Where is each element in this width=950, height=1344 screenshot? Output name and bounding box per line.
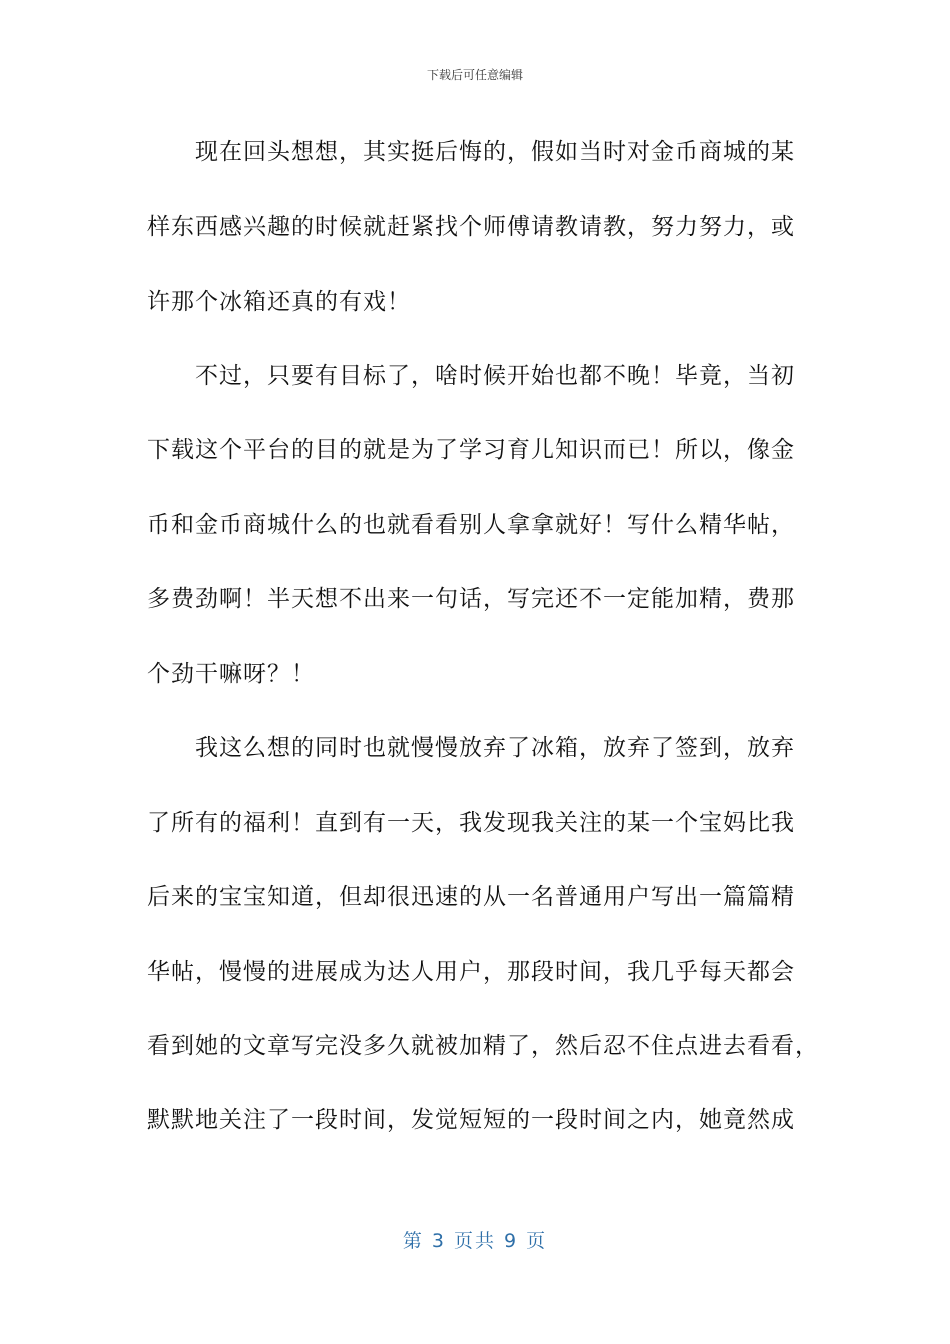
body-line: 默默地关注了一段时间，发觉短短的一段时间之内，她竟然成 xyxy=(147,1107,795,1133)
body-line: 不过，只要有目标了，啥时候开始也都不晚！毕竟，当初 xyxy=(147,363,795,389)
body-line: 样东西感兴趣的时候就赶紧找个师傅请教请教，努力努力，或 xyxy=(147,214,795,240)
body-line: 许那个冰箱还真的有戏！ xyxy=(147,289,411,315)
body-line: 币和金币商城什么的也就看看别人拿拿就好！写什么精华帖， xyxy=(147,512,795,538)
body-line: 了所有的福利！直到有一天，我发现我关注的某一个宝妈比我 xyxy=(147,810,795,836)
body-line: 后来的宝宝知道，但却很迅速的从一名普通用户写出一篇篇精 xyxy=(147,884,795,910)
body-line: 个劲干嘛呀？！ xyxy=(147,661,315,687)
body-line: 华帖，慢慢的进展成为达人用户，那段时间，我几乎每天都会 xyxy=(147,959,795,985)
page-header: 下载后可任意编辑 xyxy=(426,68,523,82)
body-line: 下载这个平台的目的就是为了学习育儿知识而已！所以，像金 xyxy=(147,437,795,463)
body-line: 多费劲啊！半天想不出来一句话，写完还不一定能加精，费那 xyxy=(147,586,795,612)
body-line: 现在回头想想，其实挺后悔的，假如当时对金币商城的某 xyxy=(147,139,795,165)
body-line: 我这么想的同时也就慢慢放弃了冰箱，放弃了签到，放弃 xyxy=(147,735,795,761)
body-line: 看到她的文章写完没多久就被加精了，然后忍不住点进去看看， xyxy=(147,1033,819,1059)
page-footer: 第 3 页共 9 页 xyxy=(402,1230,548,1252)
